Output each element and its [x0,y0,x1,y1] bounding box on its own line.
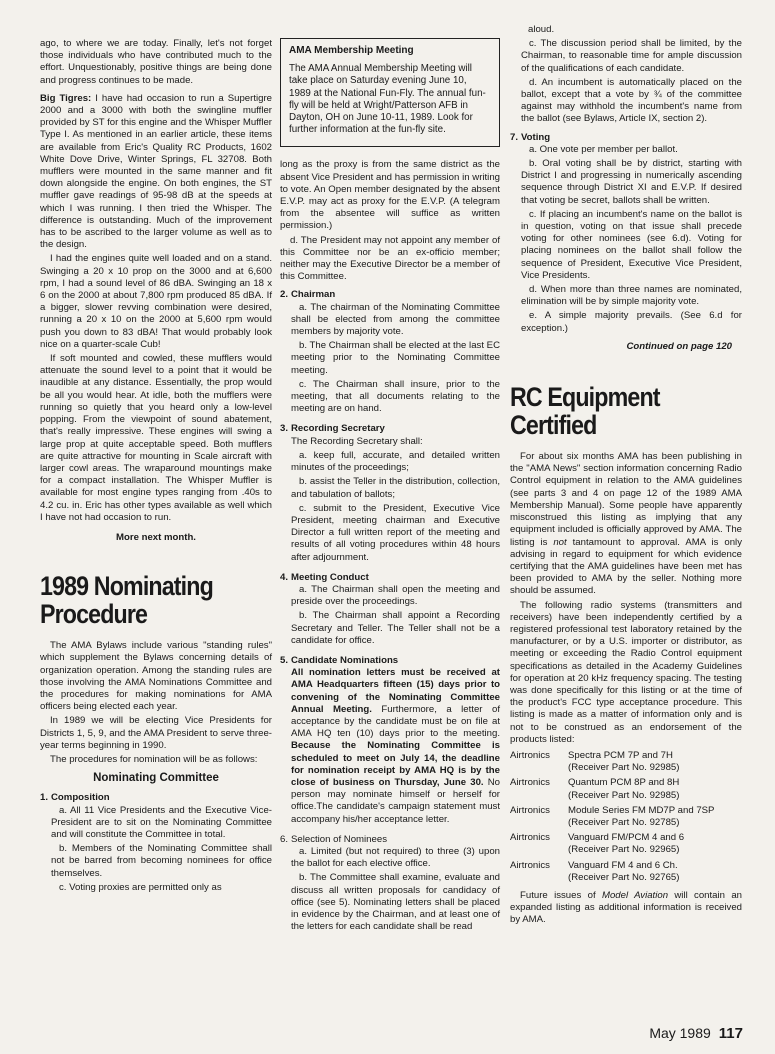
composition-d: d. The President may not appoint any member of this Committee nor be an ex-officio member; neither may the Executive Director be a member of this Committee. [280,234,500,283]
composition-c: c. Voting proxies are permitted only as [59,881,222,893]
equipment-model: Vanguard FM 4 and 6 Ch. [568,859,678,871]
section-candidate-nominations [280,655,500,828]
equipment-model-cell [568,860,742,884]
equipment-model-cell [568,832,742,856]
selection-d: d. An incumbent is automatically placed on the ballot, except that a vote by ¾ of the committee against may withhold the incumbent's name from the ballot (see Bylaws, Article IX, section 2). [521,76,742,125]
equipment-model: Spectra PCM 7P and 7H [568,749,673,761]
intro-paragraph: ago, to where we are today. Finally, let's not forget those individuals who have contributed much to the effort. Unquestionably, positive things are being done and progress continues to be made. [40,38,272,86]
equipment-list [510,750,742,884]
equipment-mfr: Airtronics [510,804,550,816]
membership-meeting-box [280,38,500,147]
section-number: 5. [280,654,289,666]
engines-paragraph: I had the engines quite well loaded and on a stand. Swinging a 20 x 10 prop on the 3000 and at 6,600 rpm, I had a sound level of 86 dBA. Swinging an 18 x 6 on the 2000 at about 7,800 rpm produced 85 dBA. If a bigger, slower revving combination were desired, running a 20 x 10 on the 2000 at 5,600 rpm would push you down to 83 dBA! That would probably look nice on a quarter-scale Cub! [40,253,272,350]
secretary-a: a. keep full, accurate, and detailed written minutes of the proceedings; [291,449,500,474]
secretary-b: b. assist the Teller in the distribution, collection, and tabulation of ballots; [291,476,500,500]
equipment-model-cell [568,805,742,829]
section-number: 1. [40,792,49,804]
equipment-part: (Receiver Part No. 92965) [568,844,680,856]
section-heading: Candidate Nominations [291,654,399,666]
continued-note: Continued on page 120 [626,340,732,352]
equipment-part: (Receiver Part No. 92785) [568,816,680,828]
section-composition [40,792,272,896]
nominating-committee-subhead: Nominating Committee [93,772,219,785]
selection-b: b. The Committee shall examine, evaluate and discuss all written proposals for candidacy of office (see 5). Nominating letters shall be placed in evidence by the Chairman, and at least one of the letters for each candidate shall be read [291,872,500,933]
composition-a: a. All 11 Vice Presidents and the Executive Vice-President are to sit on the Nominating Committee and will constitute the Committee in total. [51,804,272,840]
secretary-intro: The Recording Secretary shall: [291,435,423,447]
section-selection [280,834,500,936]
secretary-c: c. submit to the President, Executive Vice President, meeting chairman and Executive Director a full written report of the meeting and results of all voting procedures within 48 hours after adjournment. [291,502,500,563]
equipment-model: Quantum PCM 8P and 8H [568,777,680,789]
aloud-continuation: aloud. [528,24,555,35]
section-number: 2. [280,289,289,301]
section-number: 4. [280,571,289,583]
candidate-text [291,667,500,826]
selection-a: a. Limited (but not required) to three (3) upon the ballot for each elective office. [291,845,500,870]
big-tigres-label: Big Tigres: [40,92,92,104]
rc-p1-text: For about six months AMA has been publishing in the "AMA News" section information concerning Radio Control equipment in relation to the AMA guidelines (see parts 3 and 4 on page 12 of the 1989 AMA Membership Manual). Some people have apparently misconstrued this listing as implying that any equipment included is officially approved by AMA. The listing is [510,451,742,548]
section-chairman [280,289,500,417]
magazine-name: Model Aviation [601,889,669,901]
voting-c: c. If placing an incumbent's name on the ballot is in question, voting on that issue shall precede voting for other nominees (see 6.d). Voting for placing nominees on the ballot shall follow the sequence of President, Executive Vice President, Vice Presidents. [521,208,742,281]
issue-date: May 1989 [649,1025,711,1041]
selection-c: c. The discussion period shall be limited, by the Chairman, to reasonable time for ample discussion of the qualifications of each candidate. [521,38,742,74]
section-heading: Composition [51,792,110,804]
equipment-part: (Receiver Part No. 92765) [568,871,680,883]
voting-d: d. When more than three names are nominated, elimination will be by simple majority vote. [521,284,742,308]
rc-paragraph-1 [510,451,742,597]
future-issues-paragraph [510,890,742,927]
procedures-paragraph: The procedures for nomination will be as follows: [50,753,258,765]
section-meeting-conduct [280,572,500,649]
box-title: AMA Membership Meeting [289,45,414,56]
equipment-mfr: Airtronics [510,777,550,789]
candidate-plain-1: Furthermore, a letter of acceptance by the candidate must be on file at AMA HQ ten (10) days prior to the meeting. [291,703,500,740]
more-next-month: More next month. [116,531,196,543]
section-heading: Selection of Nominees [291,833,387,845]
conduct-a: a. The Chairman shall open the meeting and preside over the proceedings. [291,583,500,608]
section-recording-secretary [280,423,500,565]
section-heading: Meeting Conduct [291,571,369,583]
column-left [40,38,272,896]
voting-b: b. Oral voting shall be by district, starting with District I and progressing in numerically ascending sequence through District XI and E.V.P. If desired that voting be secret, ballots shall be written. [521,158,742,206]
equipment-row [510,832,742,856]
rc-p1-not: not [553,536,567,548]
equipment-row [510,805,742,829]
future-b: will contain an expanded listing as additional information is received by AMA. [510,889,742,926]
voting-a: a. One vote per member per ballot. [529,143,678,155]
future-a: Future issues of [520,889,602,901]
equipment-mfr: Airtronics [510,859,550,871]
section-number: 7. [510,131,519,143]
section-voting [510,132,742,337]
chairman-a: a. The chairman of the Nominating Committee shall be elected from among the committee members by majority vote. [291,301,500,338]
nominating-title: 1989 Nominating Procedure [40,571,213,630]
chairman-b: b. The Chairman shall be elected at the last EC meeting prior to the Nominating Committee meeting. [291,340,500,376]
equipment-part: (Receiver Part No. 92985) [568,789,680,801]
section-number: 3. [280,423,289,435]
composition-b: b. Members of the Nominating Committee shall not be barred from becoming nominees for office themselves. [51,843,272,879]
rc-equipment-title: RC Equipment Certified [510,382,660,441]
equipment-mfr: Airtronics [510,832,550,844]
page-number: 117 [718,1025,743,1042]
deadline-bold-1: All nomination letters must be received at AMA Headquarters fifteen (15) days prior to convening of the Nominating Committee Annual Meeting. [291,667,500,715]
column-right [510,24,742,929]
big-tigres-text: I have had occasion to run a Supertigre 2000 and a 3000 with both the swingline muffler provided by ST for this engine and the Whisper Muffler Type I. As mentioned in an earlier article, these items are available from Eric's Quality RC Products, 1602 White Dove Drive, Winter Springs, FL 32708. Both mufflers were mounted in the same manner and fit down alongside the engine. On both engines, the ST muffler gave readings of 95-98 dB at the speeds at which I was running. I then tried the Whisper. The difference is outstanding. Much of the improvement has to be ascribed to the larger volume as well as to the design. [40,92,272,251]
section-number: 6. [280,833,289,845]
rc-p1-rest: tantamount to approval. AMA is only advising in regard to equipment for which evidence certifying that the AMA guidelines have been met has been provided to AMA by the seller. Nothing more should be assumed. [510,536,742,597]
soft-mount-paragraph: If soft mounted and cowled, these mufflers would attenuate the sound level to a point that it would be inaudible at any distance. Essentially, the prop would be all you would hear. At idle, both the mufflers were running so quietly that you heard only a low-level popping. From the viewpoint of sound abatement, that's really impressive. These engines will swing a large prop at quite acceptable speed. Both mufflers are quite attractive for mounting in Scale aircraft with larger cowl areas. The wraparound mountings make for a compact installation. The Whisper Muffler is available for most engine types ranging from .40s to 4.2 cu. in. Eric has other types available as well which I have not had occasion to run. [40,353,272,523]
column-middle [280,38,500,935]
page-footer [649,1025,743,1042]
section-heading: Chairman [291,289,336,301]
equipment-model-cell [568,750,742,774]
chairman-c: c. The Chairman shall insure, prior to the meeting, that all documents relating to the meeting are on hand. [291,378,500,415]
section-heading: Recording Secretary [291,423,385,435]
box-text: The AMA Annual Membership Meeting will take place on Saturday evening June 10, 1989 at the National Fun-Fly. The annual fun-fly will be held at Wright/Patterson AFB in Dayton, OH on June 10-11, 1989. Look for further information at the fun-fly site. [289,63,486,136]
candidate-plain-2: No person may nominate himself or herself for office.The candidate's campaign statement must accompany his/her acceptance letter. [291,776,500,825]
equipment-model: Module Series FM MD7P and 7SP [568,804,715,816]
equipment-row [510,860,742,884]
rc-paragraph-2: The following radio systems (transmitters and receivers) have been independently certified by a registered professional test laboratory retained by the manufacturer, or by a U.S. importer or distributor, as meeting or exceeding the Radio Control equipment specifications as detailed in the Academy Guidelines for operation at 20 kHz frequency spacing. The testing was done specifically for this listing or at the time of the product's FCC type acceptance procedure. This listing is made as a matter of information only and is not to be construed as an endorsement of the products listed: [510,599,742,745]
equipment-part: (Receiver Part No. 92985) [568,762,680,774]
equipment-row [510,750,742,774]
deadline-bold-2: Because the Nominating Committee is scheduled to meet on July 14, the deadline for nomination receipt by AMA HQ is by the close of business on Thursday, June 30. [291,740,500,788]
conduct-b: b. The Chairman shall appoint a Recording Secretary and Teller. The Teller shall not be a candidate for office. [291,610,500,646]
big-tigres-paragraph [40,93,272,252]
equipment-mfr: Airtronics [510,749,550,761]
proxy-continuation: long as the proxy is from the same district as the absent Vice President and has permission in writing to vote. An Open member designated by the absent E.V.P. may act as proxy for the E.V.P. (A telegram from the absentee will suffice as written permission.) [280,159,500,232]
election-1989-paragraph: In 1989 we will be electing Vice Presidents for Districts 1, 5, 9, and the AMA President to serve three-year terms beginning in 1990. [40,715,272,751]
bylaws-paragraph: The AMA Bylaws include various "standing rules" which supplement the Bylaws concerning details of organization operation. Among the standing rules are those involving the AMA Nominations Committee and the procedures for making nominations for AMA officers being elected each year. [40,640,272,713]
equipment-model: Vanguard FM/PCM 4 and 6 [568,832,685,844]
equipment-model-cell [568,777,742,801]
equipment-row [510,777,742,801]
voting-e: e. A simple majority prevails. (See 6.d for exception.) [521,310,742,334]
section-heading: Voting [521,131,551,143]
